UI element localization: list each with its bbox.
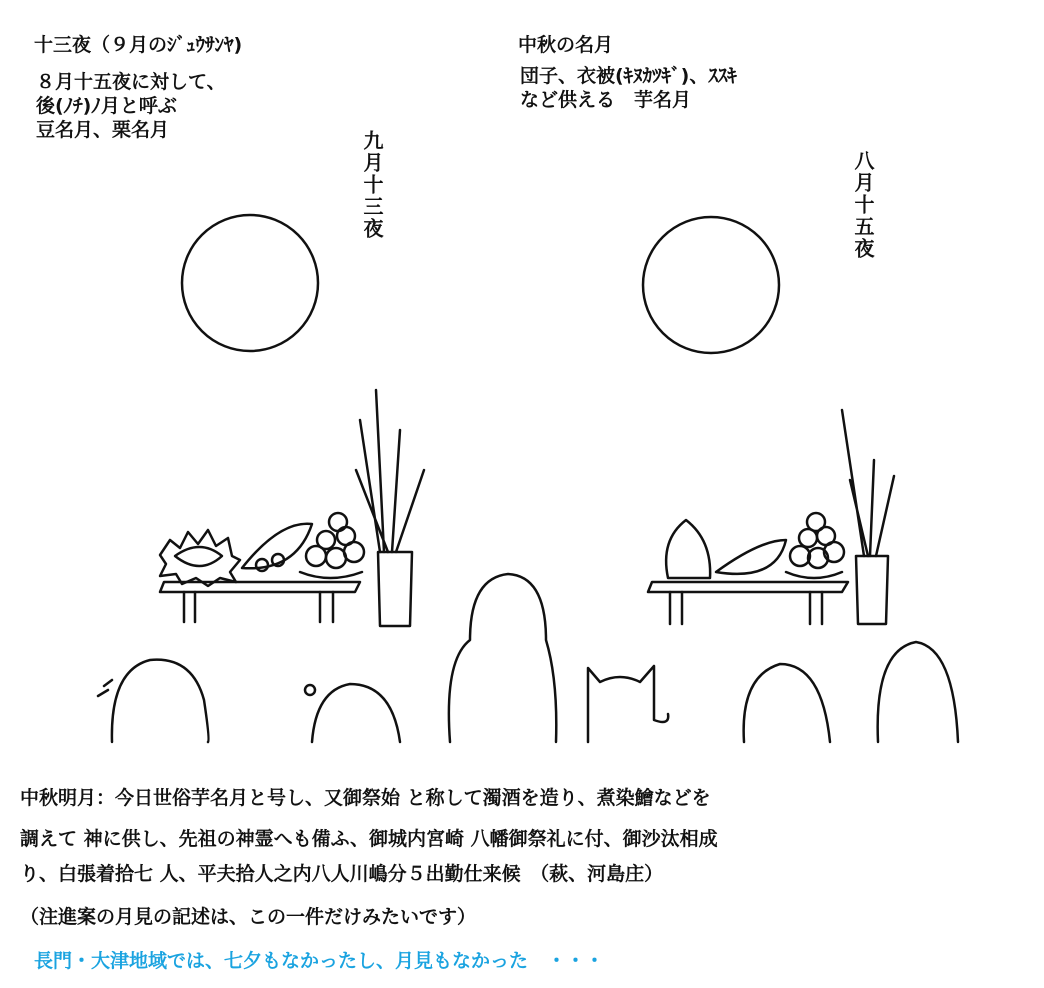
left-header-line-1: ８月十五夜に対して、 [36, 71, 226, 93]
body-line-4: （注進案の月見の記述は、この一件だけみたいです） [20, 906, 477, 928]
right-offering-table [648, 582, 848, 624]
body-line-3: り、白張着拾七 人、平夫拾人之内八人川嶋分５出勤仕来候 （萩、河島庄） [20, 863, 664, 885]
body-line-5: 長門・大津地域では、七夕もなかったし、月見もなかった ・・・ [34, 950, 605, 972]
right-header-title: 中秋の名月 [518, 34, 614, 56]
viewer-silhouettes [98, 574, 958, 742]
right-moon [643, 217, 779, 353]
left-header-line-2: 後(ﾉﾁ)ﾉ月と呼ぶ [36, 95, 177, 117]
left-vertical-label: 九月十三夜 [360, 130, 384, 240]
sweet-potato-offering [716, 540, 786, 574]
taro-offering [666, 520, 710, 578]
left-header-title: 十三夜（９月のｼﾞｭｳｻﾝﾔ) [34, 34, 243, 56]
body-line-2: 調えて 神に供し、先祖の神霊へも備ふ、御城内宮崎 八幡御祭礼に付、御沙汰相成 [20, 828, 718, 850]
left-moon [182, 215, 318, 351]
right-header-line-1: 団子、衣被(ｷﾇｶﾂｷﾞ)、ｽｽｷ [520, 65, 737, 87]
right-susuki-vase [842, 410, 894, 624]
bean-pod-offering [242, 524, 312, 571]
left-susuki-vase [356, 390, 424, 626]
chestnut-offering [160, 530, 240, 586]
body-line-1: 中秋明月：今日世俗芋名月と号し、又御祭始 と称して濁酒を造り、煮染鱠などを [20, 787, 711, 809]
left-offering-table [160, 582, 360, 622]
right-dango-offering [786, 513, 844, 578]
right-header-line-2: など供える 芋名月 [520, 89, 692, 111]
right-vertical-label: 八月十五夜 [851, 150, 875, 260]
left-header-line-3: 豆名月、栗名月 [36, 119, 170, 141]
